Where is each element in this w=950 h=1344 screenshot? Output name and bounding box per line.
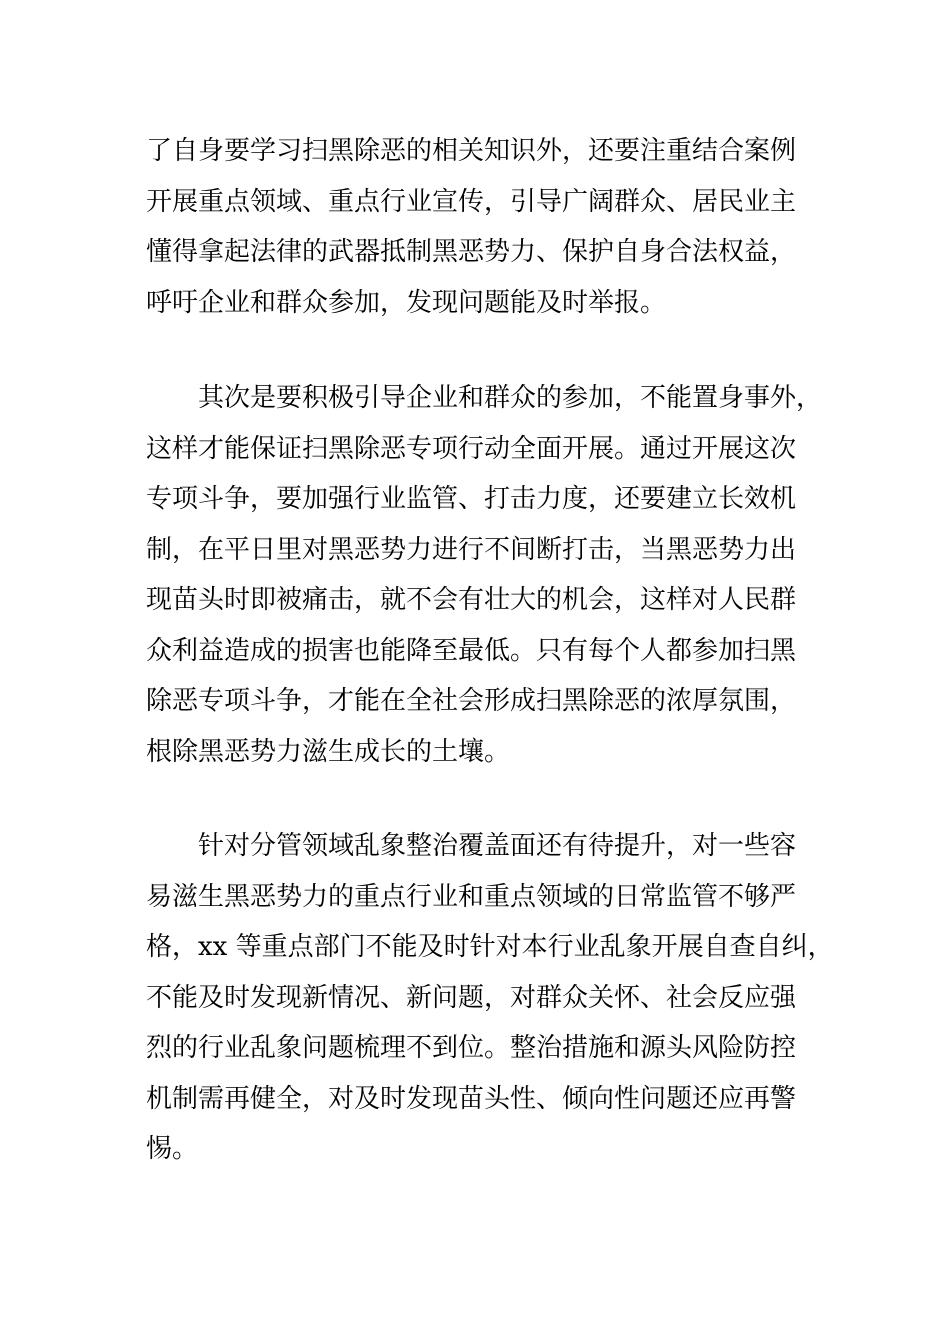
paragraph-line: 现苗头时即被痛击，就不会有壮大的机会，这样对人民群 [146,585,797,615]
paragraph-line: 专项斗争，要加强行业监管、打击力度，还要建立长效机 [146,484,797,514]
paragraph-line: 制，在平日里对黑恶势力进行不间断打击，当黑恶势力出 [146,534,797,565]
paragraph-line: 根除黑恶势力滋生成长的土壤。 [146,736,511,767]
paragraph-line: 不能及时发现新情况、新问题，对群众关怀、社会反应强 [146,982,797,1013]
paragraph-line: 易滋生黑恶势力的重点行业和重点领域的日常监管不够严 [146,881,797,912]
paragraph-line: 机制需再健全，对及时发现苗头性、倾向性问题还应再警 [146,1083,797,1114]
paragraph-line: 呼吁企业和群众参加，发现问题能及时举报。 [146,287,667,318]
paragraph-1 [146,126,810,328]
paragraph-line: 惕。 [146,1134,199,1164]
paragraph-line: 格，xx 等重点部门不能及时针对本行业乱象开展自查自纠， [146,932,834,962]
paragraph-line: 了自身要学习扫黑除恶的相关知识外，还要注重结合案例 [146,136,797,166]
paragraph-3 [146,821,834,1175]
paragraph-line: 除恶专项斗争，才能在全社会形成扫黑除恶的浓厚氛围， [146,686,797,716]
paragraph-line: 众利益造成的损害也能降至最低。只有每个人都参加扫黑 [146,635,797,666]
paragraph-line: 这样才能保证扫黑除恶专项行动全面开展。通过开展这次 [146,433,797,464]
paragraph-line: 针对分管领域乱象整治覆盖面还有待提升，对一些容 [198,831,797,861]
paragraph-line: 懂得拿起法律的武器抵制黑恶势力、保护自身合法权益， [146,237,797,267]
paragraph-line: 烈的行业乱象问题梳理不到位。整治措施和源头风险防控 [146,1033,797,1063]
paragraph-2 [146,373,823,777]
paragraph-line: 其次是要积极引导企业和群众的参加，不能置身事外， [198,383,823,413]
paragraph-line: 开展重点领域、重点行业宣传，引导广阔群众、居民业主 [146,186,797,217]
